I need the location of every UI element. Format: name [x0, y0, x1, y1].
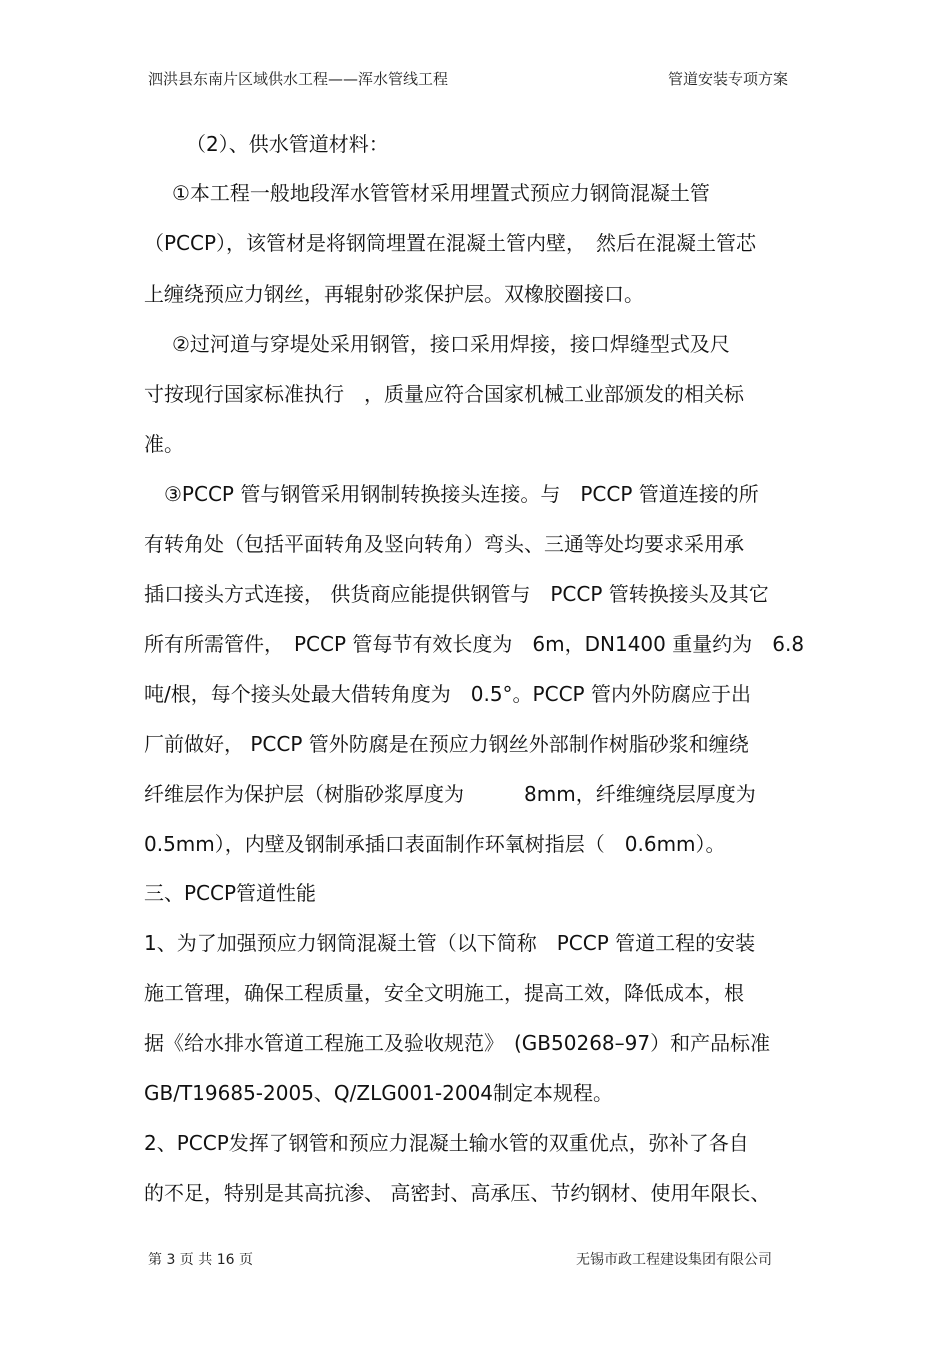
text-line: 吨/根，每个接头处最大借转角度为 0.5°。PCCP 管内外防腐应于出 [144, 682, 751, 706]
text-line: 插口接头方式连接， 供货商应能提供钢管与 PCCP 管转换接头及其它 [144, 582, 769, 606]
text-line: 寸按现行国家标准执行 ，质量应符合国家机械工业部颁发的相关标 [144, 382, 744, 406]
text-line: ②过河道与穿堤处采用钢管，接口采用焊接，接口焊缝型式及尺 [172, 332, 730, 356]
text-line: 1、为了加强预应力钢筒混凝土管（以下简称 PCCP 管道工程的安装 [144, 931, 756, 955]
text-line: ③PCCP 管与钢管采用钢制转换接头连接。与 PCCP 管道连接的所 [164, 482, 759, 506]
text-line: （2）、供水管道材料： [186, 132, 389, 156]
text-line: 的不足，特别是其高抗渗、 高密封、高承压、节约钢材、使用年限长、 [144, 1181, 771, 1205]
header-document-title: 管道安装专项方案 [667, 70, 788, 88]
text-line: 有转角处（包括平面转角及竖向转角）弯头、三通等处均要求采用承 [144, 532, 744, 556]
text-line: 厂前做好， PCCP 管外防腐是在预应力钢丝外部制作树脂砂浆和缠绕 [144, 732, 749, 756]
text-line: ①本工程一般地段浑水管管材采用埋置式预应力钢筒混凝土管 [172, 181, 710, 205]
page-footer [148, 1249, 772, 1271]
text-line: 纤维层作为保护层（树脂砂浆厚度为 8mm，纤维缠绕层厚度为 [144, 782, 756, 806]
text-line: GB/T19685-2005、Q/ZLG001-2004制定本规程。 [144, 1081, 614, 1105]
section-heading: 三、PCCP管道性能 [144, 881, 317, 905]
text-line: 所有所需管件， PCCP 管每节有效长度为 6m，DN1400 重量约为 6.8 [144, 632, 805, 656]
text-line: 2、PCCP发挥了钢管和预应力混凝土输水管的双重优点，弥补了各自 [144, 1131, 749, 1155]
page-header [148, 68, 788, 92]
text-line: 据《给水排水管道工程施工及验收规范》 (GB50268–97）和产品标准 [144, 1031, 771, 1055]
text-line: 0.5mm），内壁及钢制承插口表面制作环氧树指层（ 0.6mm）。 [144, 832, 726, 856]
header-project-title: 泗洪县东南片区域供水工程——浑水管线工程 [148, 70, 449, 88]
company-name: 无锡市政工程建设集团有限公司 [576, 1252, 772, 1268]
text-line: （PCCP），该管材是将钢筒埋置在混凝土管内壁， 然后在混凝土管芯 [144, 231, 757, 255]
text-line: 施工管理，确保工程质量，安全文明施工，提高工效，降低成本，根 [144, 981, 744, 1005]
page-number: 第 3 页 共 16 页 [148, 1252, 253, 1268]
text-line: 上缠绕预应力钢丝，再辊射砂浆保护层。双橡胶圈接口。 [144, 282, 644, 306]
text-line: 准。 [144, 432, 184, 456]
